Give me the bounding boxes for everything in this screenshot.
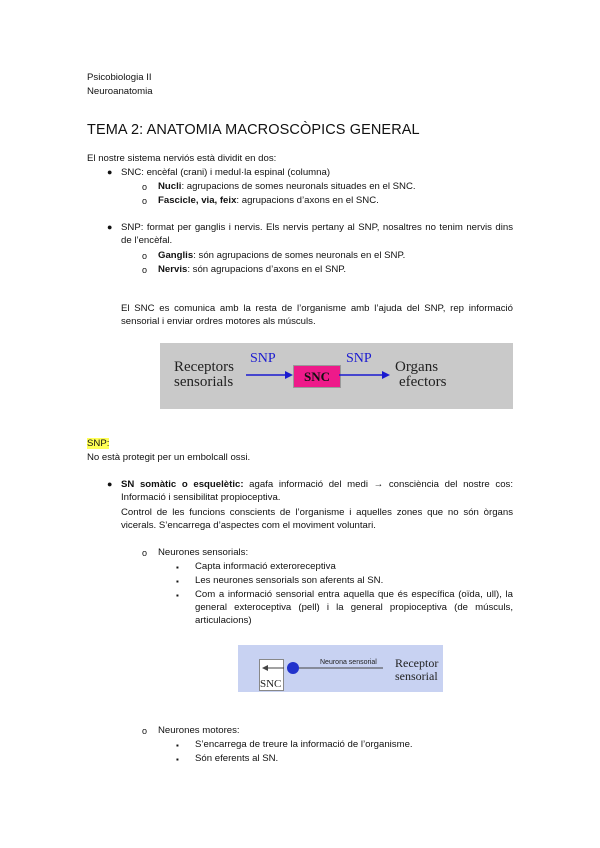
bullet-dot-icon: ● [107, 479, 113, 489]
fascicle-term: Fascicle, via, feix [158, 195, 237, 206]
course-name: Psicobiologia II [87, 72, 152, 83]
snc-box: SNC [293, 365, 341, 388]
motor-item: Són eferents al SN. [195, 753, 279, 764]
snc-snp-diagram [160, 343, 513, 409]
ganglis-text: : són agrupacions de somes neuronals en el SNP. [193, 250, 406, 261]
somatic-definition [121, 478, 513, 504]
efectors-label: efectors [399, 374, 447, 390]
somatic-term: SN somàtic o esquelètic: [121, 479, 244, 490]
right-arrow-icon [339, 370, 391, 380]
sensory-item: Capta informació exteroreceptiva [195, 561, 336, 572]
sensorial-label: sensorial [395, 669, 438, 683]
nervis-term: Nervis [158, 264, 188, 275]
subject-name: Neuroanatomia [87, 86, 153, 97]
motor-neurons-heading: Neurones motores: [158, 725, 240, 736]
organs-label: Organs [395, 359, 439, 375]
ganglis-term: Ganglis [158, 250, 194, 261]
snp-protection-text: No està protegit per un embolcall ossi. [87, 452, 251, 463]
bullet-dot-icon: ● [107, 167, 113, 177]
neuron-label: Neurona sensorial [320, 659, 377, 666]
nucli-text: : agrupacions de somes neuronals situades en el SNC. [181, 181, 416, 192]
snp-heading [87, 437, 109, 450]
square-bullet-icon: ▪ [176, 563, 179, 572]
sensory-neurons-heading: Neurones sensorials: [158, 547, 249, 558]
nervis-text: : són agrupacions d’axons en el SNP. [187, 264, 347, 275]
circle-bullet-icon: o [142, 265, 148, 275]
motor-item: S’encarrega de treure la informació de l’organisme. [195, 739, 413, 750]
sensory-neuron-diagram [238, 645, 443, 692]
fascicle-item [158, 194, 379, 207]
sensory-item: Les neurones sensorials son aferents al SN. [195, 575, 384, 586]
receptor-label: Receptor [395, 656, 439, 670]
square-bullet-icon: ▪ [176, 755, 179, 764]
square-bullet-icon: ▪ [176, 577, 179, 586]
sensorials-label: sensorials [174, 374, 234, 390]
somatic-control-text: Control de les funcions conscients de l’organisme i aquelles zones que no són òrgans vicerals. S’encarrega d’aspectes com el moviment voluntari. [121, 507, 513, 531]
snp-arrow-label-right: SNP [346, 351, 372, 366]
page-title: TEMA 2: ANATOMIA MACROSCÒPICS GENERAL [87, 122, 420, 138]
bullet-dot-icon: ● [107, 222, 113, 232]
circle-bullet-icon: o [142, 251, 148, 261]
intro-text: El nostre sistema nerviós està dividit en dos: [87, 153, 277, 164]
snc-communication-text: El SNC es comunica amb la resta de l’organisme amb l’ajuda del SNP, rep informació sensorial i enviar ordres motores als músculs. [121, 303, 513, 327]
somatic-line1: agafa informació del medi → consciència del nostre cos: Informació i sensibilitat propioceptiva. [121, 479, 513, 503]
circle-bullet-icon: o [142, 196, 148, 206]
sensory-item: Com a informació sensorial entra aquella que és específica (oïda, ull), la general exteroceptiva (pell) i la general propioceptiva (de músculs, articulacions) [195, 589, 513, 626]
nucli-item [158, 180, 416, 193]
snc-label: SNC [260, 678, 282, 690]
snc-definition: SNC: encèfal (crani) i medul·la espinal (columna) [121, 167, 331, 178]
nervis-item [158, 263, 346, 276]
circle-bullet-icon: o [142, 548, 148, 558]
nucli-term: Nucli [158, 181, 182, 192]
square-bullet-icon: ▪ [176, 591, 179, 600]
snp-arrow-label-left: SNP [250, 351, 276, 366]
ganglis-item [158, 249, 405, 262]
snp-heading-highlight: SNP: [87, 438, 110, 449]
right-arrow-icon [246, 370, 294, 380]
snp-definition: SNP: format per ganglis i nervis. Els nervis pertany al SNP, nosaltres no tenim nervis dins de l’encèfal. [121, 222, 513, 246]
circle-bullet-icon: o [142, 726, 148, 736]
circle-bullet-icon: o [142, 182, 148, 192]
receptors-label: Receptors [174, 359, 234, 375]
square-bullet-icon: ▪ [176, 741, 179, 750]
fascicle-text: : agrupacions d’axons en el SNC. [236, 195, 379, 206]
